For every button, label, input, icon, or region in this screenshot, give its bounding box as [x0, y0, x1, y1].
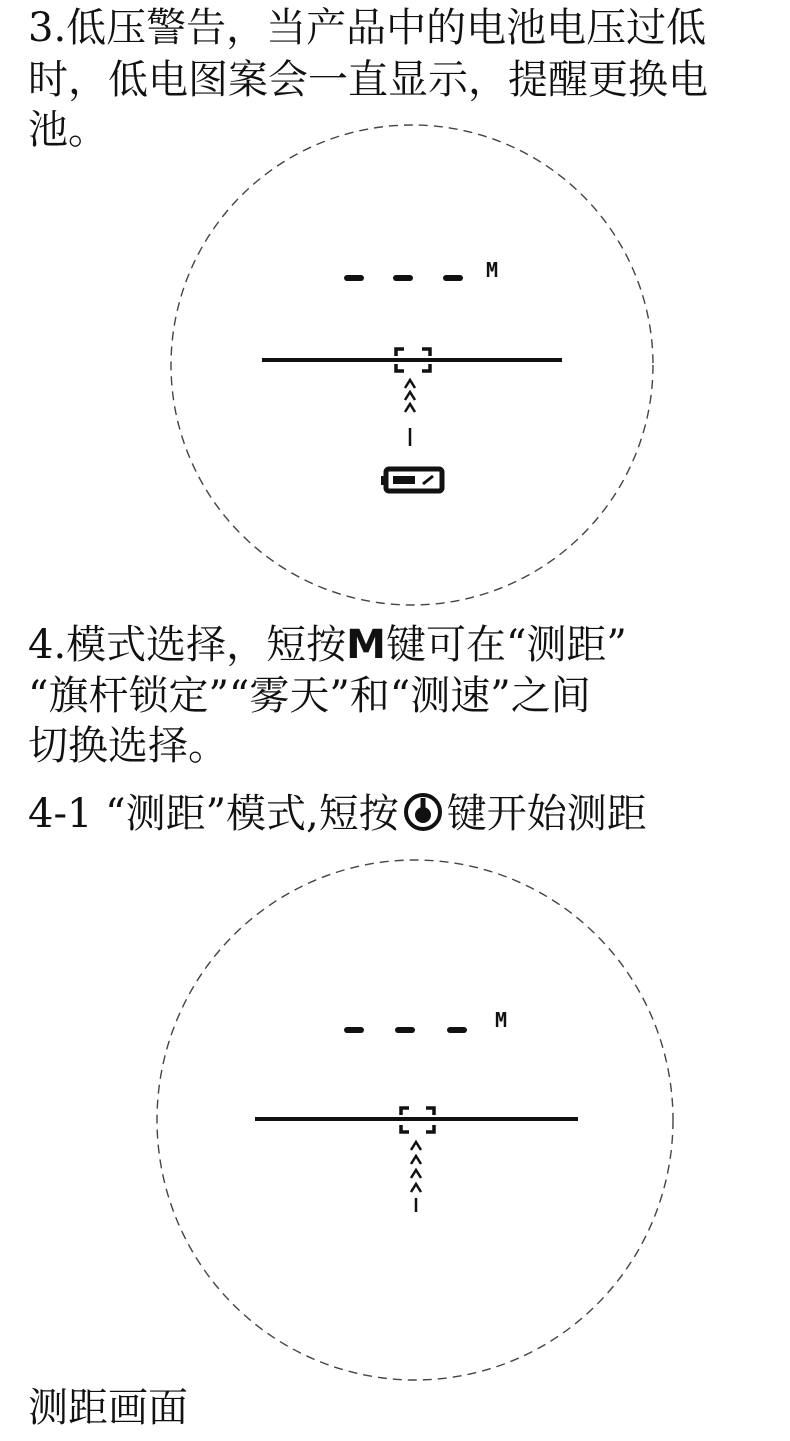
- section4-line1-before: 4.模式选择，短按: [28, 622, 347, 668]
- section4-1-before-icon: 4-1 “测距”模式,短按: [28, 791, 399, 837]
- section4-line-1: [28, 622, 627, 668]
- section3-line-2: 时，低电图案会一直显示，提醒更换电: [28, 57, 708, 103]
- low-battery-display: [0, 0, 790, 620]
- section4-line-3: 切换选择。: [28, 723, 228, 769]
- section4-1-after-icon: 键开始测距: [446, 791, 647, 837]
- viewfinder-circle: [171, 125, 653, 605]
- section4-line1-after: 键可在“测距”: [385, 622, 627, 668]
- crosshair-icon: [262, 349, 562, 371]
- aim-arrows-icon-2: [411, 1142, 421, 1212]
- section4-line-2: “旗杆锁定”“雾天”和“测速”之间: [28, 673, 591, 719]
- section3-line-3: 池。: [28, 107, 108, 153]
- ranging-screen-caption: 测距画面: [28, 1385, 188, 1431]
- aim-arrows-icon: [405, 380, 415, 446]
- section3-line-1: 3.低压警告，当产品中的电池电压过低: [28, 5, 707, 51]
- mode-letter: M: [486, 258, 499, 282]
- ranging-display: [0, 850, 790, 1390]
- mode-letter-2: M: [495, 1008, 508, 1032]
- m-key-label: M: [346, 622, 386, 668]
- crosshair-icon-2: [255, 1108, 578, 1132]
- section4-1-line: [28, 791, 647, 837]
- power-icon: [403, 792, 443, 832]
- battery-low-icon: [381, 469, 442, 491]
